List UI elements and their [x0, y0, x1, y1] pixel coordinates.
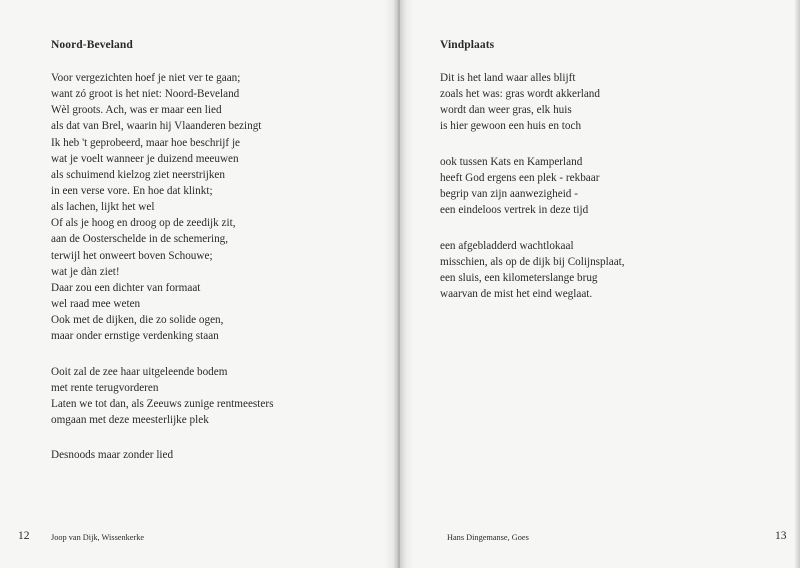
poem-line: begrip van zijn aanwezigheid - [440, 188, 578, 201]
poem-line: Ik heb 't geprobeerd, maar hoe beschrijf je [51, 136, 241, 149]
poem-line: wel raad mee weten [51, 297, 141, 310]
poem-line: ook tussen Kats en Kamperland [440, 155, 583, 168]
poem-line: met rente terugvorderen [51, 381, 159, 394]
poem-body [440, 70, 625, 321]
author-credit: Hans Dingemanse, Goes [447, 533, 529, 542]
poem-line: heeft God ergens een plek - rekbaar [440, 171, 600, 184]
poem-line: een eindeloos vertrek in deze tijd [440, 204, 589, 217]
poem-title: Vindplaats [440, 39, 495, 51]
book-gutter-shadow [384, 0, 414, 568]
poem-line: Daar zou een dichter van formaat [51, 281, 201, 294]
poem-line: misschien, als op de dijk bij Colijnsplaat, [440, 255, 625, 268]
poem-line: Dit is het land waar alles blijft [440, 72, 576, 84]
stanza [51, 447, 273, 463]
poem-line: een afgebladderd wachtlokaal [440, 239, 574, 252]
left-page [0, 0, 398, 568]
poem-line: is hier gewoon een huis en toch [440, 120, 582, 133]
poem-line: want zó groot is het niet: Noord-Beveland [51, 88, 240, 101]
poem-line: omgaan met deze meesterlijke plek [51, 414, 209, 426]
poem-line: Desnoods maar zonder lied [51, 449, 174, 462]
poem-line: terwijl het onweert boven Schouwe; [51, 249, 213, 262]
poem-line: Ook met de dijken, die zo solide ogen, [51, 314, 224, 327]
author-credit: Joop van Dijk, Wissenkerke [51, 533, 145, 542]
poem-line: wordt dan weer gras, elk huis [440, 104, 572, 117]
page-number: 13 [775, 530, 787, 542]
poem-line: als schuimend kielzog ziet neerstrijken [51, 168, 225, 181]
poem-line: in een verse vore. En hoe dat klinkt; [51, 184, 213, 197]
poem-line: Voor vergezichten hoef je niet ver te gaan; [51, 72, 241, 84]
stanza [440, 154, 625, 219]
poem-line: waarvan de mist het eind weglaat. [440, 287, 593, 300]
poem-line: wat je dàn ziet! [51, 265, 120, 278]
stanza [440, 238, 625, 303]
poem-line: een sluis, een kilometerslange brug [440, 271, 598, 284]
poem-title: Noord-Beveland [51, 39, 133, 51]
right-page [402, 0, 800, 568]
poem-line: wat je voelt wanneer je duizend meeuwen [51, 152, 239, 165]
page-number: 12 [18, 530, 30, 542]
poem-line: als dat van Brel, waarin hij Vlaanderen bezingt [51, 120, 262, 133]
poem-line: Of als je hoog en droog op de zeedijk zit, [51, 217, 236, 230]
poem-line: Ooit zal de zee haar uitgeleende bodem [51, 365, 228, 378]
poem-line: als lachen, lijkt het wel [51, 201, 155, 214]
stanza [51, 364, 273, 429]
poem-line: Wèl groots. Ach, was er maar een lied [51, 104, 222, 117]
page-edge-shadow [794, 0, 800, 568]
poem-line: Laten we tot dan, als Zeeuws zunige rentmeesters [51, 397, 274, 410]
poem-line: zoals het was: gras wordt akkerland [440, 88, 600, 101]
poem-body [51, 70, 273, 483]
poem-line: aan de Oosterschelde in de schemering, [51, 233, 229, 246]
poem-line: maar onder ernstige verdenking staan [51, 330, 219, 343]
stanza [51, 70, 273, 344]
stanza [440, 70, 625, 135]
